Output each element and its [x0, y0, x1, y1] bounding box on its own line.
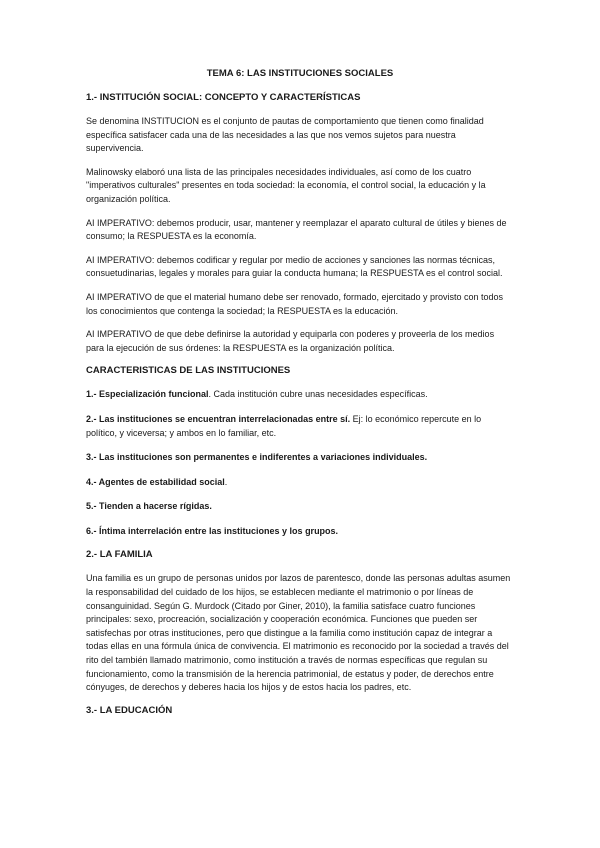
section-2-heading: 2.- LA FAMILIA: [86, 549, 153, 561]
paragraph-family: Una familia es un grupo de personas unidos por lazos de parentesco, donde las personas adultas asumen la responsabilidad del cuidado de los hijos, se establecen mediante el matrimonio o por líneas de consanguinidad. Según G. Murdock (Citado por Giner, 2010), la familia satisface cuatro funciones principales: sexo, procreación, socialización y cooperación económica. Funciones que pueden ser satisfechas por otras instituciones, pero que distingue a la familia como institución capaz de integrar a todas ellas en una fórmula única de convivencia. El matrimonio es reconocido por la sociedad a través del rito del también llamado matrimonio, como institución a través de normas específicas que regulan su funcionamiento, como la transmisión de la herencia patrimonial, de estatus y poder, de derechos entre cónyuges, de derechos y deberes hacia los hijos y de estos hacia los padres, etc.: [86, 573, 511, 693]
paragraph-definition: Se denomina INSTITUCION es el conjunto de pautas de comportamiento que tienen como finalidad específica satisfacer cada una de las necesidades a las que nos vemos sujetos para nuestra supervivencia.: [86, 116, 484, 154]
characteristic-item-2: [86, 413, 514, 440]
characteristic-item-6: [86, 525, 514, 539]
document-page: [86, 68, 514, 728]
characteristic-4-title: 4.- Agentes de estabilidad social: [86, 476, 225, 487]
section-3-heading: 3.- LA EDUCACIÓN: [86, 704, 173, 716]
characteristic-2-title: 2.- Las instituciones se encuentran interrelacionadas entre sí.: [86, 413, 351, 424]
characteristic-3-title: 3.- Las instituciones son permanentes e indiferentes a variaciones individuales.: [86, 452, 428, 463]
characteristic-item-4: [86, 476, 514, 490]
paragraph-malinowsky: Malinowsky elaboró una lista de las principales necesidades individuales, así como de los cuatro "imperativos culturales" presentes en toda sociedad: la economía, el control social, la educación y la organización política.: [86, 166, 486, 204]
characteristic-4-text: .: [224, 476, 228, 487]
characteristic-item-1: [86, 388, 514, 402]
section-1-heading: 1.- INSTITUCIÓN SOCIAL: CONCEPTO Y CARACTERÍSTICAS: [86, 92, 361, 103]
characteristics-heading: CARACTERISTICAS DE LAS INSTITUCIONES: [86, 365, 291, 377]
characteristic-1-text: . Cada institución cubre unas necesidades específicas.: [208, 389, 428, 400]
paragraph-imperative-economy: AI IMPERATIVO: debemos producir, usar, mantener y reemplazar el aparato cultural de útiles y bienes de consumo; la RESPUESTA es la economía.: [86, 217, 507, 242]
characteristic-item-5: [86, 500, 514, 514]
paragraph-imperative-politics: AI IMPERATIVO de que debe definirse la autoridad y equiparla con poderes y proveerla de los medios para la ejecución de sus órdenes: la RESPUESTA es la organización política.: [86, 329, 495, 353]
paragraph-imperative-education: AI IMPERATIVO de que el material humano debe ser renovado, formado, ejercitado y provisto con todos los conocimientos que contenga la sociedad; la RESPUESTA es la educación.: [86, 291, 504, 316]
document-title: TEMA 6: LAS INSTITUCIONES SOCIALES: [206, 68, 394, 79]
characteristic-5-title: 5.- Tienden a hacerse rígidas.: [86, 501, 212, 512]
characteristic-item-3: [86, 451, 514, 465]
characteristic-6-title: 6.- Íntima interrelación entre las instituciones y los grupos.: [86, 525, 339, 536]
characteristic-1-title: 1.- Especialización funcional: [86, 389, 209, 400]
characteristic-2-text: Ej: lo económico repercute en lo político, y viceversa; y ambos en lo familiar, etc.: [86, 413, 482, 438]
paragraph-imperative-control: AI IMPERATIVO: debemos codificar y regular por medio de acciones y sanciones las normas técnicas, consuetudinarias, legales y morales para guiar la conducta humana; la RESPUESTA es el control social.: [86, 254, 503, 279]
